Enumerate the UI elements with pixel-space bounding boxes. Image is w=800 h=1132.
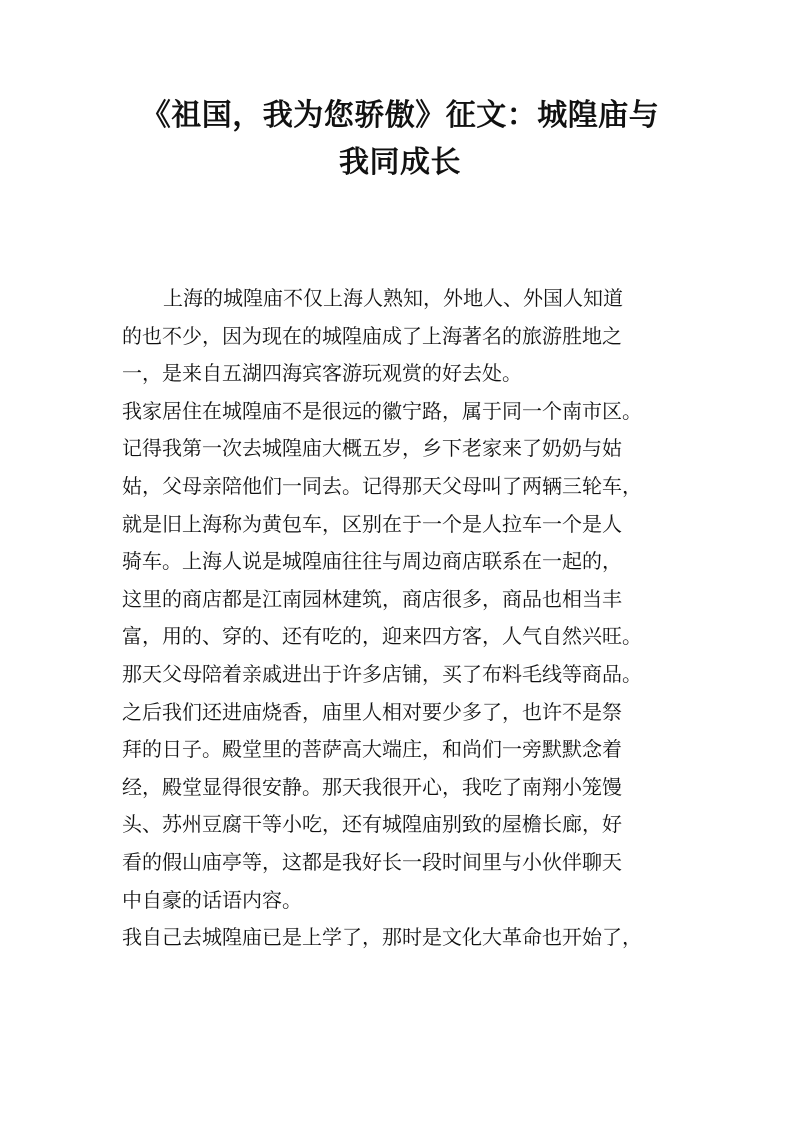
document-body xyxy=(122,280,678,957)
paragraph-line: 富，用的、穿的、还有吃的，迎来四方客，人气自然兴旺。 xyxy=(122,624,642,649)
paragraph-line: 记得我第一次去城隍庙大概五岁，乡下老家来了奶奶与姑 xyxy=(122,436,622,461)
title-line: 《祖国，我为您骄傲》征文：城隍庙与 xyxy=(140,98,660,133)
paragraph-line: 看的假山庙亭等，这都是我好长一段时间里与小伙伴聊天 xyxy=(122,849,622,874)
paragraph-line: 我家居住在城隍庙不是很远的徽宁路，属于同一个南市区。 xyxy=(122,398,642,423)
document-title xyxy=(100,92,700,186)
paragraph-line: 头、苏州豆腐干等小吃，还有城隍庙别致的屋檐长廊，好 xyxy=(122,812,622,837)
paragraph-line: 姑，父母亲陪他们一同去。记得那天父母叫了两辆三轮车， xyxy=(122,473,642,498)
paragraph-line: 的也不少，因为现在的城隍庙成了上海著名的旅游胜地之 xyxy=(122,323,622,348)
paragraph-line: 我自己去城隍庙已是上学了，那时是文化大革命也开始了， xyxy=(122,925,642,950)
paragraph-line: 骑车。上海人说是城隍庙往往与周边商店联系在一起的， xyxy=(122,549,622,574)
paragraph-line: 就是旧上海称为黄包车，区别在于一个是人拉车一个是人 xyxy=(122,511,622,536)
paragraph-line: 这里的商店都是江南园林建筑，商店很多，商品也相当丰 xyxy=(122,586,622,611)
title-line: 我同成长 xyxy=(339,145,461,180)
paragraph-line: 拜的日子。殿堂里的菩萨高大端庄，和尚们一旁默默念着 xyxy=(122,737,622,762)
paragraph-line: 经，殿堂显得很安静。那天我很开心，我吃了南翔小笼馒 xyxy=(122,774,622,799)
paragraph-line: 之后我们还进庙烧香，庙里人相对要少多了，也许不是祭 xyxy=(122,699,622,724)
paragraph-line: 那天父母陪着亲戚进出于许多店铺，买了布料毛线等商品。 xyxy=(122,661,642,686)
paragraph-line: 上海的城隍庙不仅上海人熟知，外地人、外国人知道 xyxy=(163,286,623,310)
paragraph-line: 中自豪的话语内容。 xyxy=(122,887,302,912)
paragraph-line: 一，是来自五湖四海宾客游玩观赏的好去处。 xyxy=(122,361,522,386)
